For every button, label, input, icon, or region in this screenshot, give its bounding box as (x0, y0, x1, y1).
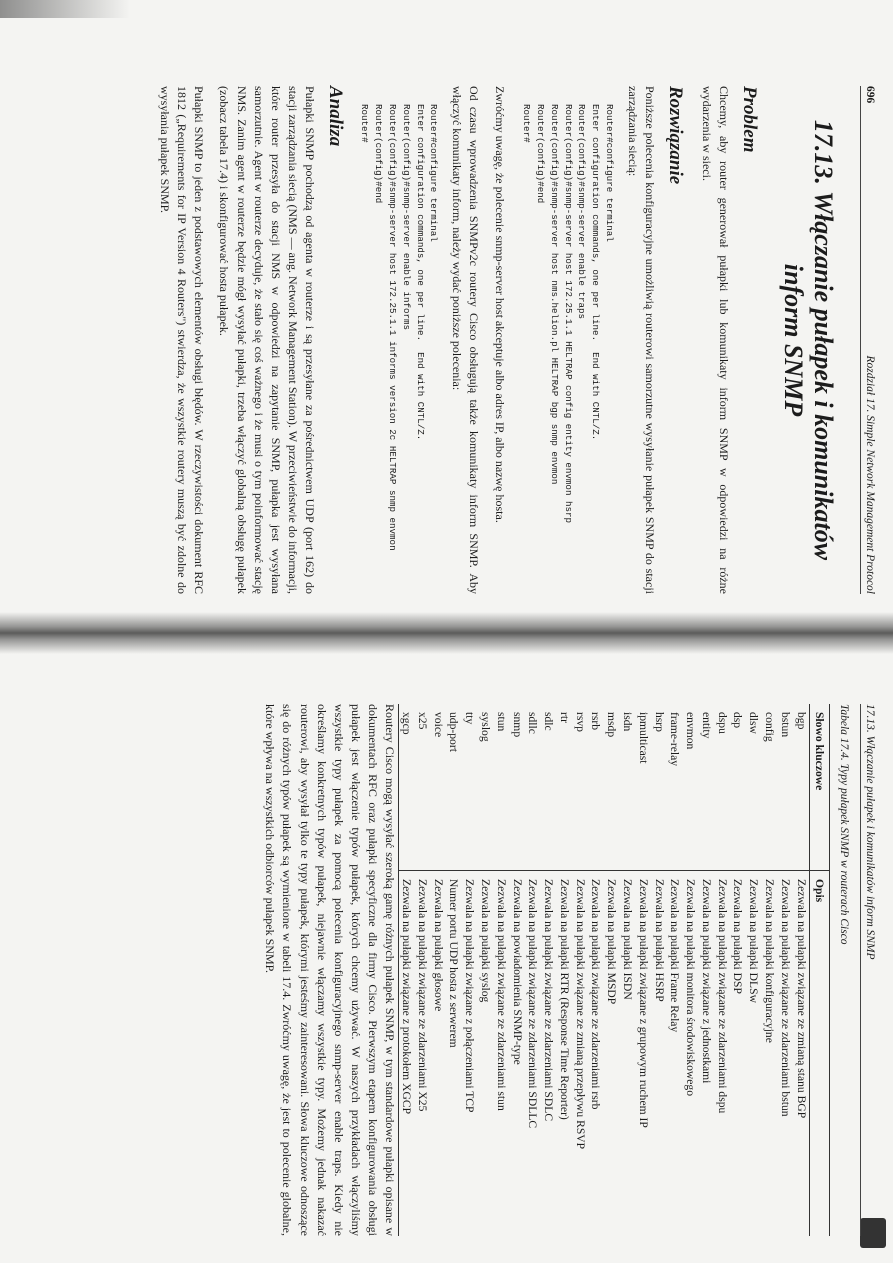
table-row (699, 704, 715, 1236)
code-block-informs (358, 104, 441, 594)
table-row (446, 704, 462, 1236)
running-header: 17.13. Włączanie pułapek i komunikatów inform SNMP (864, 704, 876, 960)
trap-keyword-cell: config (762, 704, 778, 871)
table-row (604, 704, 620, 1236)
table-body (398, 704, 809, 1236)
trap-description-cell: Zezwala na pułapki związane ze zdarzeniami X25 (415, 879, 429, 1112)
table-row (525, 704, 541, 1236)
closing-text: Routery Cisco mogą wysyłać szeroką gamę różnych pułapek SNMP, w tym standardowe pułapki opisane w dokumentach RFC oraz pułapki specyficzne dla firmy Cisco. Pierwszym etapem konfigurowania obsługi pułapek jest włączenie typów pułapek, których chcemy używać. W naszych przykładach włączyliśmy wszystkie typy pułapek za pomocą polecenia konfiguracyjnego snmp-server enable traps. Kiedy nie określamy konkretnych typów pułapek, niejawnie włączamy wszystkie typy. Możemy jednak nakazać routerowi, aby wysyłał tylko te typy pułapek, którymi jesteśmy zainteresowani. Słowa kluczowe odnoszące się do różnych typów pułapek są wymienione w tabeli 17.4. Zwróćmy uwagę, że jest to polecenie globalne, które wpływa na wszystkich odbiorców pułapek SNMP. (263, 704, 397, 1236)
code-line: Enter configuration commands, one per line. End with CNTL/Z. (414, 104, 426, 441)
trap-description-cell: Zezwala na pułapki związane ze zmianą przepływu RSVP (573, 879, 587, 1150)
code-line: Router#configure terminal (428, 104, 440, 242)
table-row (683, 704, 699, 1236)
trap-keyword-cell: sdllc (525, 704, 541, 871)
analysis-heading: Analiza (324, 86, 346, 147)
code-line: Router# (359, 104, 371, 143)
table-row (588, 704, 604, 1236)
table-row (398, 704, 414, 1236)
trap-keyword-cell: ipmulticast (635, 704, 651, 871)
code-block-traps (520, 104, 617, 594)
trap-description-cell: Zezwala na pułapki monitora środowiskowego (684, 879, 698, 1097)
table-row (793, 704, 809, 1236)
table-row (777, 704, 793, 1236)
trap-keyword-cell: rsvp (572, 704, 588, 871)
trap-keyword-cell: msdp (604, 704, 620, 871)
trap-description-cell: Zezwala na pułapki związane z jednostkami (699, 879, 713, 1084)
trap-description-cell: Zezwala na pułapki ISDN (621, 879, 635, 1000)
trap-keyword-cell: udp-port (446, 704, 462, 871)
solution-text: Poniższe polecenia konfiguracyjne umożliwią routerowi samorzutne wysyłanie pułapek SNMP do stacji zarządzania siecią: (626, 86, 658, 594)
trap-keyword-cell: dsp (730, 704, 746, 871)
inform-text: Od czasu wprowadzenia SNMPv2c routery Cisco obsługują także komunikaty inform SNMP. Aby włączyć komunikaty inform, należy wydać poniższe polecenia: (450, 86, 482, 594)
analysis-text-1: Pułapki SNMP pochodzą od agenta w routerze i są przesyłane za pośrednictwem UDP (port 162) do stacji zarządzania siecią (NMS — ang. Network Management Station). W przeciwieństwie do informacji, które router przesyła do stacji NMS w odpowiedzi na zapytanie SNMP, pułapka jest wysyłana samorzutnie. Agent w routerze decyduje, że stało się coś ważnego i że musi o tym poinformować stację NMS. Zanim agent w routerze będzie mógł wysyłać pułapki, trzeba włączyć globalną obsługę pułapek (zobacz tabela 17.4) i skonfigurować hosta pułapek. (217, 86, 317, 594)
trap-keyword-cell: dspu (714, 704, 730, 871)
trap-keyword-cell: envmon (683, 704, 699, 871)
trap-description-cell: Zezwala na pułapki związane ze zdarzeniami stun (494, 879, 508, 1111)
left-page (70, 70, 880, 610)
table-row (462, 704, 478, 1236)
trap-keyword-cell: rsrb (588, 704, 604, 871)
trap-description-cell: Zezwala na pułapki związane ze zdarzeniami SDLLC (526, 879, 540, 1129)
code-line: Router(config)#snmp-server enable traps (576, 104, 588, 320)
trap-keyword-cell: voice (430, 704, 446, 871)
code-line: Router# (521, 104, 533, 143)
trap-description-cell: Zezwala na pułapki HSRP (652, 879, 666, 1002)
trap-description-cell: Zezwala na pułapki związane ze zmianą stanu BGP (794, 879, 808, 1119)
right-page-header (860, 704, 880, 1236)
trap-description-cell: Zezwala na pułapki związane z połączeniami TCP (463, 879, 477, 1113)
trap-keyword-cell: x25 (414, 704, 430, 871)
trap-description-cell: Zezwala na pułapki DLSw (747, 879, 761, 1003)
trap-description-cell: Zezwala na powiadomienia SNMP-type (510, 879, 524, 1065)
scan-smudge (0, 0, 130, 18)
trap-keyword-cell: bgp (793, 704, 809, 871)
solution-heading: Rozwiązanie (665, 86, 687, 185)
analysis-text-2: Pułapki SNMP to jeden z podstawowych elementów obsługi błędów. W rzeczywistości dokument RFC 1812 („Requirements for IP Version 4 Routers") stwierdza, że wszystkie routery muszą być zdolne do wysyłania pułapek SNMP. (158, 86, 207, 594)
code-line: Router(config)#snmp-server host 172.25.1.1 HELTRAP config entity envmon hsrp (562, 104, 574, 524)
table-row (746, 704, 762, 1236)
trap-description-cell: Zezwala na pułapki związane z protokołem XGCP (398, 871, 414, 1237)
code-line: Router#configure terminal (604, 104, 616, 242)
column-header-description: Opis (810, 871, 830, 1237)
code-line: Router(config)#snmp-server enable informs (400, 104, 412, 331)
code-line: Router(config)#end (535, 104, 547, 204)
running-header: Rozdział 17. Simple Network Management Protocol (864, 355, 876, 594)
table-row (762, 704, 778, 1236)
trap-keyword-cell: xgcp (398, 704, 414, 871)
trap-keyword-cell: hsrp (651, 704, 667, 871)
code-line: Enter configuration commands, one per line. End with CNTL/Z. (590, 104, 602, 441)
table-header-row (810, 704, 830, 1236)
table-row (635, 704, 651, 1236)
trap-keyword-cell: sdlc (541, 704, 557, 871)
left-page-header (860, 86, 880, 594)
right-page (70, 690, 880, 1250)
table-row (541, 704, 557, 1236)
trap-description-cell: Zezwala na pułapki MSDP (605, 879, 619, 1005)
chapter-title: 17.13. Włączanie pułapek i komunikatów inform SNMP (779, 119, 838, 561)
trap-description-cell: Numer portu UDP hosta z serwerem (447, 879, 461, 1048)
table-row (414, 704, 430, 1236)
trap-keyword-cell: rtr (557, 704, 573, 871)
trap-description-cell: Zezwala na pułapki związane z grupowym ruchem IP (636, 879, 650, 1128)
code-line: Router(config)#snmp-server host 172.25.1.1 informs version 2c HELTRAP snmp envmon (387, 104, 399, 551)
table-row (667, 704, 683, 1236)
trap-description-cell: Zezwala na pułapki związane ze zdarzeniami SDLC (542, 879, 556, 1122)
trap-keyword-cell: stun (493, 704, 509, 871)
page-number: 696 (864, 86, 876, 104)
trap-description-cell: Zezwala na pułapki Frame Relay (668, 879, 682, 1033)
trap-keyword-cell: entity (699, 704, 715, 871)
book-gutter-shadow (0, 612, 893, 654)
table-row (478, 704, 494, 1236)
trap-description-cell: Zezwala na pułapki RTR (Response Time Reporter) (557, 879, 571, 1120)
trap-description-cell: Zezwala na pułapki związane ze zdarzeniami rsrb (589, 879, 603, 1110)
trap-keyword-cell: isdn (620, 704, 636, 871)
code-line: Router(config)#end (373, 104, 385, 204)
trap-keyword-cell: bstun (777, 704, 793, 871)
table-row (557, 704, 573, 1236)
trap-keyword-cell: tty (462, 704, 478, 871)
table-row (509, 704, 525, 1236)
trap-keyword-cell: snmp (509, 704, 525, 871)
trap-keyword-cell: dlsw (746, 704, 762, 871)
trap-keyword-cell: frame-relay (667, 704, 683, 871)
problem-text: Chcemy, aby router generował pułapki lub komunikaty inform SNMP w odpowiedzi na różne wydarzenia w sieci. (700, 86, 732, 594)
trap-description-cell: Zezwala na pułapki związane ze zdarzeniami dspu (715, 879, 729, 1114)
table-row (430, 704, 446, 1236)
table-row (620, 704, 636, 1236)
trap-keyword-cell: syslog (478, 704, 494, 871)
column-header-keyword: Słowo kluczowe (810, 704, 830, 871)
trap-description-cell: Zezwala na pułapki związane ze zdarzeniami bstun (778, 879, 792, 1117)
trap-description-cell: Zezwala na pułapki głosowe (431, 879, 445, 1012)
table-row (730, 704, 746, 1236)
table-caption: Tabela 17.4. Typy pułapek SNMP w routerach Cisco (838, 704, 850, 945)
code-line: Router(config)#snmp-server host nms.helion.pl HELTRAP bgp snmp envmon (548, 104, 560, 485)
trap-types-table (398, 704, 830, 1236)
table-row (651, 704, 667, 1236)
table-row (714, 704, 730, 1236)
trap-description-cell: Zezwala na pułapki konfiguracyjne (763, 879, 777, 1043)
trap-description-cell: Zezwala na pułapki DSP (731, 879, 745, 994)
note-text: Zwróćmy uwagę, że polecenie snmp-server host akceptuje albo adres IP, albo nazwę hosta. (492, 86, 507, 523)
trap-description-cell: Zezwala na pułapki syslog (478, 879, 492, 1003)
table-row (572, 704, 588, 1236)
table-row (493, 704, 509, 1236)
problem-heading: Problem (739, 86, 761, 153)
